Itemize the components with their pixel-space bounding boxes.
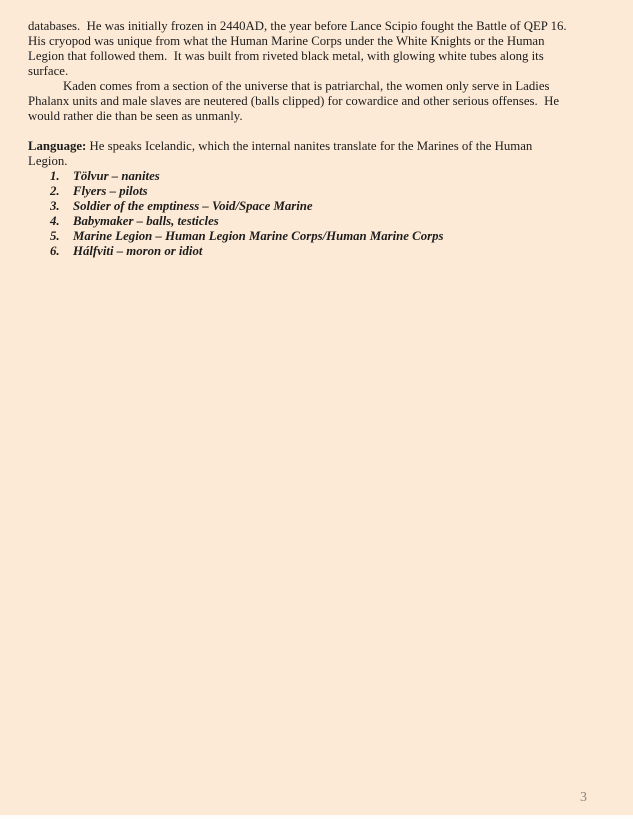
list-item-text: Soldier of the emptiness – Void/Space Marine: [73, 199, 313, 213]
list-item: [28, 229, 610, 244]
language-text: He speaks Icelandic, which the internal nanites translate for the Marines of the Human: [86, 139, 533, 153]
text-line: [28, 139, 610, 154]
text-line: His cryopod was unique from what the Human Marine Corps under the White Knights or the Human: [28, 34, 545, 48]
list-item-number: 5.: [50, 229, 60, 243]
list-item-number: 6.: [50, 244, 60, 258]
list-item: [28, 244, 610, 259]
text-line: Phalanx units and male slaves are neutered (balls clipped) for cowardice and other serious offenses. He: [28, 94, 560, 108]
list-item-text: Babymaker – balls, testicles: [73, 214, 219, 228]
list-item: [28, 169, 610, 184]
list-item-text: Hálfviti – moron or idiot: [73, 244, 203, 258]
page-number: 3: [580, 790, 587, 805]
page-bottom-edge: [0, 815, 633, 819]
list-item-number: 4.: [50, 214, 60, 228]
page-content: [28, 19, 610, 259]
glossary-list: [28, 169, 610, 259]
paragraph-cryopod: [28, 19, 610, 79]
list-item-text: Marine Legion – Human Legion Marine Corps/Human Marine Corps: [73, 229, 444, 243]
list-item-number: 1.: [50, 169, 60, 183]
list-item-text: Tölvur – nanites: [73, 169, 160, 183]
text-line: would rather die than be seen as unmanly.: [28, 109, 243, 123]
text-line: Kaden comes from a section of the universe that is patriarchal, the women only serve in Ladies: [63, 79, 550, 93]
list-item: [28, 214, 610, 229]
text-line: Legion that followed them. It was built from riveted black metal, with glowing white tubes along its: [28, 49, 544, 63]
language-heading-label: Language:: [28, 139, 87, 153]
blank-line: [28, 124, 610, 139]
list-item-number: 2.: [50, 184, 60, 198]
list-item-text: Flyers – pilots: [73, 184, 148, 198]
text-line: Legion.: [28, 154, 68, 168]
list-item-number: 3.: [50, 199, 60, 213]
text-line: surface.: [28, 64, 69, 78]
paragraph-language: [28, 139, 610, 169]
list-item: [28, 184, 610, 199]
paragraph-kaden: [28, 79, 610, 124]
text-line: databases. He was initially frozen in 2440AD, the year before Lance Scipio fought the Battle of QEP 16.: [28, 19, 567, 33]
list-item: [28, 199, 610, 214]
